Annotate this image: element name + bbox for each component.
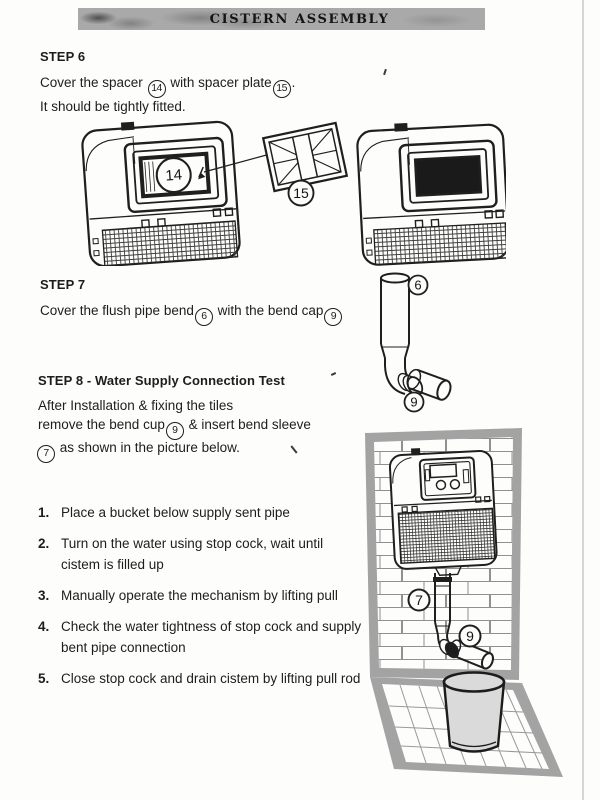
- item-text: Turn on the water using stop cock, wait until: [61, 536, 324, 551]
- label-circle-15: [289, 181, 314, 206]
- item-text: Place a bucket below supply sent pipe: [61, 505, 290, 520]
- step6-heading: STEP 6: [40, 49, 86, 64]
- scan-speck-artifact: [331, 372, 336, 376]
- list-item: [38, 502, 380, 523]
- label-circle-9: [460, 626, 481, 647]
- step8-text-end: as shown in the picture below.: [56, 440, 240, 455]
- item-number: 4.: [38, 619, 50, 634]
- item-text: Check the water tightness of stop cock and supply: [61, 619, 362, 634]
- mesh-grille: [398, 508, 494, 563]
- scan-speck-artifact: [290, 445, 297, 453]
- svg-text:14: 14: [164, 166, 183, 185]
- step6-instruction-line2: It should be tightly fitted.: [40, 99, 186, 114]
- step8-heading: STEP 8 - Water Supply Connection Test: [38, 373, 285, 388]
- step7-figure: [365, 268, 465, 418]
- bucket-figure: [444, 673, 504, 752]
- label-circle-7: [409, 590, 430, 611]
- step7-text-mid: with the bend cap: [213, 303, 324, 318]
- mesh-grille: [374, 223, 506, 265]
- circled-number-14: 14: [148, 80, 166, 98]
- page-title: CISTERN ASSEMBLY: [209, 11, 390, 27]
- svg-text:15: 15: [293, 185, 309, 201]
- step8-line2: [38, 415, 311, 440]
- concealed-cistern-figure: [389, 444, 498, 577]
- svg-text:7: 7: [415, 592, 423, 608]
- header-bar: [78, 8, 485, 30]
- step6-text-mid: with spacer plate: [166, 75, 272, 90]
- cistern-open-figure: [81, 116, 241, 266]
- test-checklist: [38, 502, 380, 699]
- step8-line3: [36, 438, 240, 463]
- item-text: Close stop cock and drain cistem by lifting pull rod: [61, 671, 361, 686]
- scan-line-artifact: [582, 0, 584, 800]
- circled-number-6: 6: [195, 308, 213, 326]
- step8-text-pre: remove the bend cup: [38, 417, 165, 432]
- cistern-top-tab: [394, 123, 407, 132]
- item-text: bent pipe connection: [61, 640, 186, 655]
- scan-speck-artifact: [383, 69, 387, 75]
- cistern-top-tab: [411, 448, 420, 455]
- item-number: 3.: [38, 588, 50, 603]
- item-number: 1.: [38, 505, 50, 520]
- circled-number-15: 15: [273, 80, 291, 98]
- circled-number-9: 9: [324, 308, 342, 326]
- step6-text-end: .: [291, 75, 296, 90]
- circled-number-9: 9: [166, 422, 184, 440]
- step8-figure: [358, 425, 598, 790]
- item-text: cistem is filled up: [61, 557, 164, 572]
- list-item: [38, 585, 380, 606]
- circled-number-7: 7: [37, 445, 55, 463]
- step8-text-post: & insert bend sleeve: [184, 417, 311, 432]
- step6-figure: [76, 116, 506, 266]
- step7-instruction: [40, 301, 343, 326]
- svg-text:6: 6: [414, 277, 422, 293]
- item-number: 2.: [38, 536, 50, 551]
- list-item: [38, 616, 380, 658]
- label-circle-9: [405, 393, 424, 412]
- step6-instruction-line1: [40, 73, 295, 98]
- list-item: [38, 533, 380, 575]
- svg-text:9: 9: [410, 394, 418, 410]
- item-text: Manually operate the mechanism by lifting pull: [61, 588, 338, 603]
- svg-text:9: 9: [466, 628, 474, 644]
- step7-heading: STEP 7: [40, 277, 86, 292]
- item-number: 5.: [38, 671, 50, 686]
- label-circle-6: [409, 276, 428, 295]
- step6-text-pre: Cover the spacer: [40, 75, 147, 90]
- cistern-top-tab: [121, 122, 135, 131]
- cistern-covered-figure: [356, 118, 506, 265]
- step8-line1: After Installation & fixing the tiles: [38, 398, 234, 413]
- list-item: [38, 668, 380, 689]
- label-circle-14: [156, 157, 192, 193]
- control-panel: [420, 457, 476, 500]
- fitted-plate-dark: [415, 156, 481, 195]
- step7-text-pre: Cover the flush pipe bend: [40, 303, 194, 318]
